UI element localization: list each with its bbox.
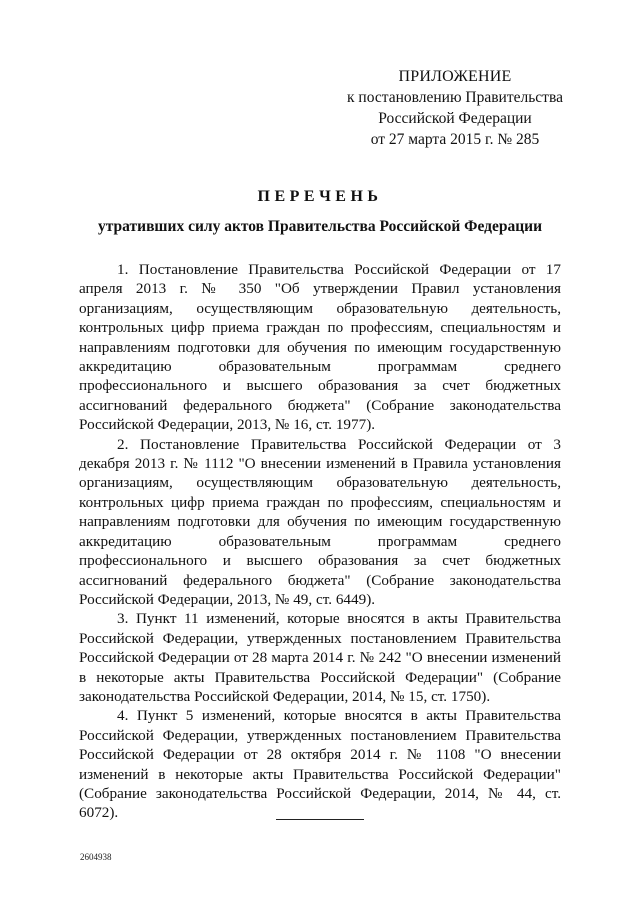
list-item: 4. Пункт 5 изменений, которые вносятся в акты Правительства Российской Федерации, утвержденных постановлением Правительства Российской Федерации от 28 октября 2014 г. № 1108 "О внесении изменений в некоторые акты Правительства Российской Федерации" (Собрание законодательства Российской Федерации, 2014, № 44, ст. 6072). xyxy=(79,707,561,822)
annex-line: Российской Федерации xyxy=(378,110,532,127)
annex-heading: ПРИЛОЖЕНИЕ xyxy=(398,68,512,85)
list-item: 2. Постановление Правительства Российской Федерации от 3 декабря 2013 г. № 1112 "О внесении изменений в Правила установления организациям, осуществляющим образовательную деятельность, контрольных цифр приема граждан по профессиям, специальностям и направлениям подготовки для обучения по имеющим государственную аккредитацию образовательным программам среднего профессионального и высшего образования за счет бюджетных ассигнований федерального бюджета" (Собрание законодательства Российской Федерации, 2013, № 49, ст. 6449). xyxy=(79,435,561,608)
annex-line: от 27 марта 2015 г. № 285 xyxy=(370,131,540,148)
list-item: 1. Постановление Правительства Российской Федерации от 17 апреля 2013 г. № 350 "Об утверждении Правил установления организациям, осуществляющим образовательную деятельность, контрольных цифр приема граждан по профессиям, специальностям и направлениям подготовки для обучения по имеющим государственную аккредитацию образовательным программам среднего профессионального и высшего образования за счет бюджетных ассигнований федерального бюджета" (Собрание законодательства Российской Федерации, 2013, № 16, ст. 1977). xyxy=(79,261,561,434)
document-body xyxy=(79,260,561,823)
list-item: 3. Пункт 11 изменений, которые вносятся в акты Правительства Российской Федерации, утвержденных постановлением Правительства Российской Федерации от 28 марта 2014 г. № 242 "О внесении изменений в некоторые акты Правительства Российской Федерации" (Собрание законодательства Российской Федерации, 2014, № 15, ст. 1750). xyxy=(79,610,561,705)
annex-block xyxy=(330,66,580,150)
document-title: ПЕРЕЧЕНЬ xyxy=(257,188,383,205)
annex-line: к постановлению Правительства xyxy=(347,89,563,106)
end-divider xyxy=(276,819,364,820)
document-code: 2604938 xyxy=(80,852,112,862)
document-subtitle: утративших силу актов Правительства Российской Федерации xyxy=(98,218,542,235)
